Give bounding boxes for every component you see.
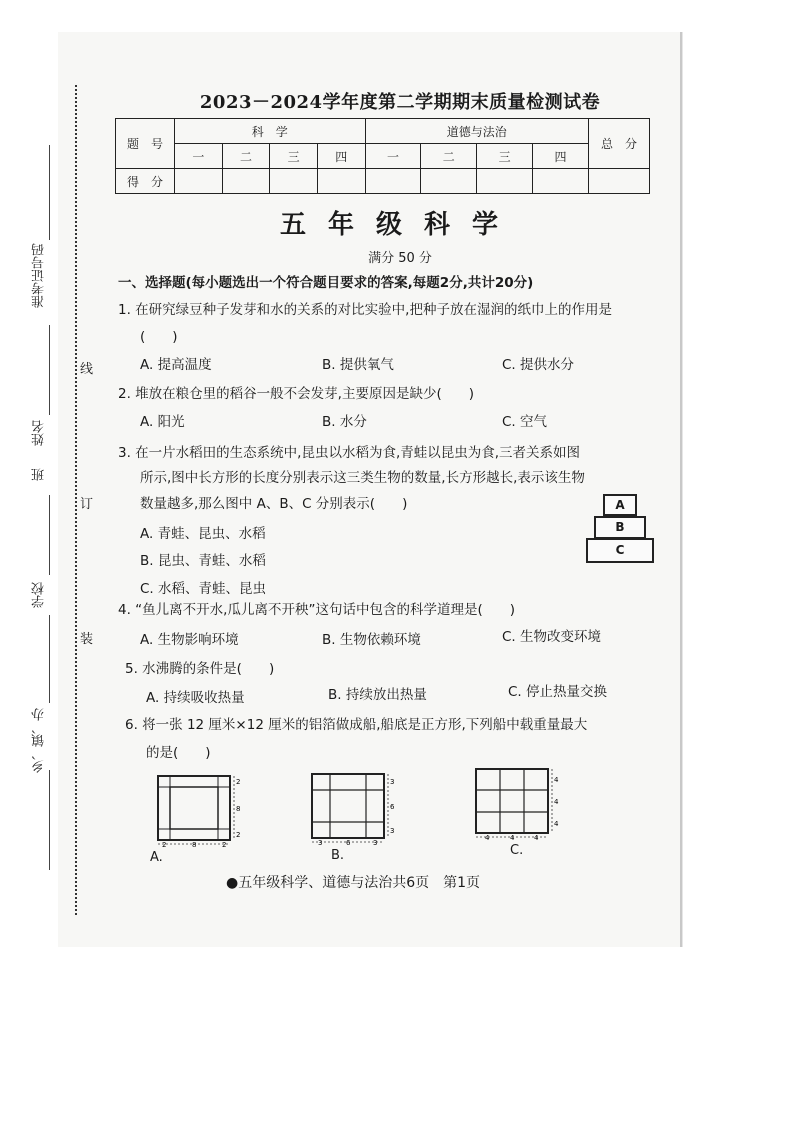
q6-a-dim-side-mid: 8 [236,805,241,813]
q6-b-dim-right: 3 [373,839,378,847]
q-number: 二 [421,144,477,169]
q6-a-dim-side-top: 2 [236,778,241,786]
q-number: 二 [222,144,270,169]
q3-text-line1: 3. 在一片水稻田的生态系统中,昆虫以水稻为食,青蛙以昆虫为食,三者关系如图 [118,445,581,461]
q6-a-dim-side-bottom: 2 [236,831,241,839]
q6-a-dim-left: 2 [162,841,167,849]
q2-text: 2. 堆放在粮仓里的稻谷一般不会发芽,主要原因是缺少( ) [118,386,474,402]
q6-figure-c[interactable] [470,763,562,843]
row-label-number: 题 号 [116,119,175,169]
q3-option-a[interactable]: A. 青蛙、昆虫、水稻 [140,526,266,542]
q-number: 一 [365,144,421,169]
margin-id-label: 准考证号码 [32,243,47,308]
page-footer: ●五年级科学、道德与法治共6页 第1页 [226,875,481,891]
q-number: 四 [533,144,589,169]
margin-id-line [49,145,50,240]
q6-b-dim-mid: 6 [346,839,351,847]
q6-c-dim-side-top: 4 [554,776,559,784]
q6-b-dim-side-bottom: 3 [390,827,395,835]
q6-text-line2: 的是( ) [146,745,211,761]
score-cell[interactable] [270,169,318,194]
score-cell[interactable] [175,169,223,194]
q6-label-a: A. [150,850,163,865]
q4-option-b[interactable]: B. 生物依赖环境 [322,632,421,648]
margin-school-line [49,495,50,575]
margin-town-line-lower [49,770,50,870]
q6-a-dim-mid: 8 [192,841,197,849]
margin-school-label: 学校 [32,582,47,608]
q6-c-dim-side-mid: 4 [554,798,559,806]
full-mark: 满分 50 分 [368,251,432,266]
margin-line-mark: 线 [80,362,94,377]
q-number: 三 [477,144,533,169]
score-cell[interactable] [477,169,533,194]
score-cell[interactable] [317,169,365,194]
total-label: 总 分 [589,119,650,169]
q3-box-c: C [586,538,654,563]
q6-figure-b[interactable] [306,768,398,848]
score-cell[interactable] [365,169,421,194]
q5-option-c[interactable]: C. 停止热量交换 [508,684,608,700]
q2-option-c[interactable]: C. 空气 [502,414,548,430]
q5-text: 5. 水沸腾的条件是( ) [125,661,275,677]
q4-option-a[interactable]: A. 生物影响环境 [140,632,239,648]
q3-box-a: A [603,494,637,516]
margin-town-line [49,615,50,703]
q6-b-dim-side-mid: 6 [390,803,395,811]
q4-text: 4. “鱼儿离不开水,瓜儿离不开秧”这句话中包含的科学道理是( ) [118,602,515,618]
margin-class-label: 班 [32,468,47,481]
q1-option-b[interactable]: B. 提供氧气 [322,357,394,373]
q6-b-dim-left: 3 [318,839,323,847]
q5-option-b[interactable]: B. 持续放出热量 [328,687,427,703]
q6-label-b: B. [331,848,345,863]
q4-option-c[interactable]: C. 生物改变环境 [502,629,602,645]
score-table [115,118,650,194]
q6-label-c: C. [510,843,524,858]
q6-text-line1: 6. 将一张 12 厘米×12 厘米的铝箔做成船,船底是正方形,下列船中载重量最大 [125,717,588,733]
total-score-cell[interactable] [589,169,650,194]
subject-title: 五年级科学 [279,210,520,240]
margin-bind-mark: 装 [80,632,94,647]
exam-title: 2023－2024学年度第二学期期末质量检测试卷 [199,92,601,113]
q1-answer-blank: ( ) [140,329,178,345]
q6-figure-a[interactable] [152,770,244,850]
section-heading: 一、选择题(每小题选出一个符合题目要求的答案,每题2分,共计20分) [118,275,534,291]
q6-b-dim-side-top: 3 [390,778,395,786]
q-number: 四 [317,144,365,169]
q3-option-c[interactable]: C. 水稻、青蛙、昆虫 [140,581,267,597]
q6-c-dim-left: 4 [485,834,490,842]
q3-box-b: B [594,516,646,539]
q-number: 一 [175,144,223,169]
binding-dotted-line [75,85,77,915]
margin-name-line [49,325,50,415]
score-cell[interactable] [533,169,589,194]
q6-a-dim-right: 2 [222,841,227,849]
score-cell[interactable] [222,169,270,194]
q2-option-b[interactable]: B. 水分 [322,414,367,430]
q3-text-line2: 所示,图中长方形的长度分别表示这三类生物的数量,长方形越长,表示该生物 [140,470,585,486]
row-label-score: 得 分 [116,169,175,194]
group-moral: 道德与法治 [365,119,588,144]
margin-name-label: 姓名 [32,420,47,446]
margin-town-label: 乡、镇、办 [32,708,47,773]
q1-option-a[interactable]: A. 提高温度 [140,357,212,373]
group-science: 科 学 [175,119,366,144]
margin-staple-mark: 订 [80,497,94,512]
q3-text-line3: 数量越多,那么图中 A、B、C 分别表示( ) [140,496,408,512]
q3-option-b[interactable]: B. 昆虫、青蛙、水稻 [140,553,266,569]
score-cell[interactable] [421,169,477,194]
q6-c-dim-side-bottom: 4 [554,820,559,828]
q5-option-a[interactable]: A. 持续吸收热量 [146,690,245,706]
q6-c-dim-right: 4 [534,834,539,842]
q1-option-c[interactable]: C. 提供水分 [502,357,575,373]
q6-c-dim-mid: 4 [510,834,515,842]
q1-text: 1. 在研究绿豆种子发芽和水的关系的对比实验中,把种子放在湿润的纸巾上的作用是 [118,302,612,318]
q2-option-a[interactable]: A. 阳光 [140,414,185,430]
q-number: 三 [270,144,318,169]
